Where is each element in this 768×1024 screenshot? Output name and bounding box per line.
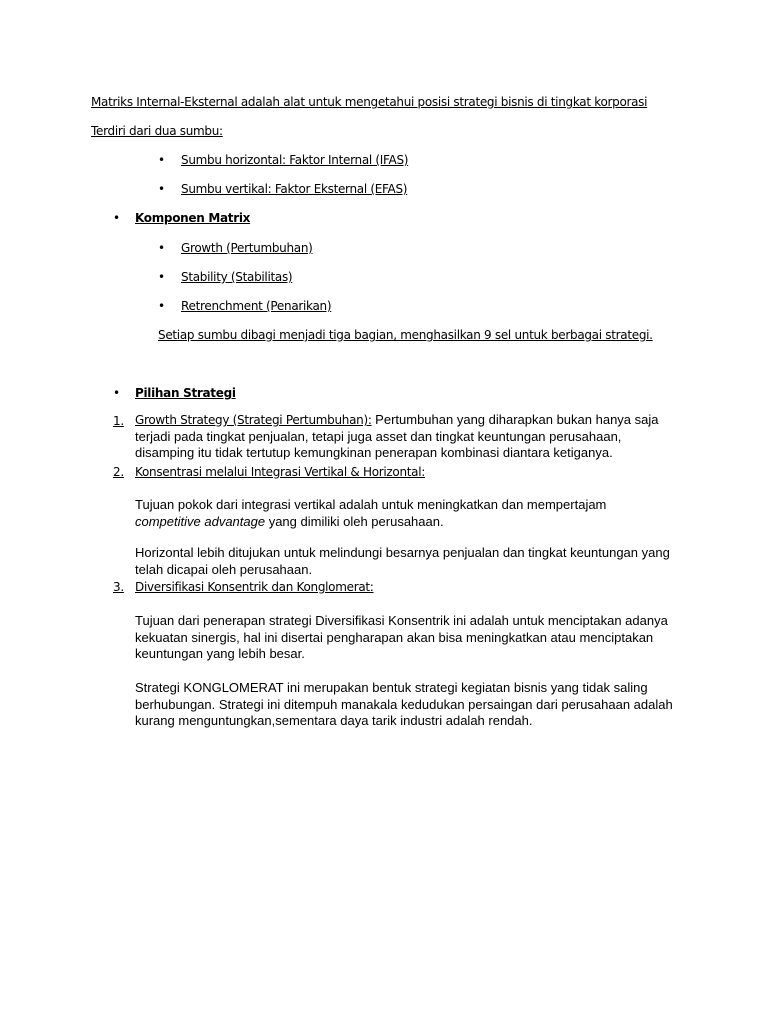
bullet-icon: • xyxy=(158,153,166,167)
strategy-3-para-2: Strategi KONGLOMERAT ini merupakan bentuk strategi kegiatan bisnis yang tidak saling berhubungan. Strategi ini ditempuh manakala kedudukan persaingan dari perusahaan adalah kurang menguntungkan,sementara daya tarik industri adalah rendah. xyxy=(135,680,673,728)
bullet-icon: • xyxy=(158,241,166,255)
strategy-2-para-1-text: Tujuan pokok dari integrasi vertikal adalah untuk meningkatkan dan mempertajam xyxy=(135,497,607,512)
intro-text: Matriks Internal-Eksternal adalah alat untuk mengetahui posisi strategi bisnis di tingkat korporasi xyxy=(91,95,648,109)
components-heading: Komponen Matrix xyxy=(135,211,251,225)
strategy-2-para-1-italic: competitive advantage xyxy=(135,513,266,529)
component-item-stability: Stability (Stabilitas) xyxy=(181,270,293,284)
bullet-icon: • xyxy=(158,270,166,284)
axis-item-horizontal: Sumbu horizontal: Faktor Internal (IFAS) xyxy=(181,153,409,167)
axes-intro-text: Terdiri dari dua sumbu: xyxy=(91,124,223,138)
strategy-2-para-1 xyxy=(135,497,675,530)
strategy-1-block xyxy=(135,412,675,462)
strategy-3-title: Diversifikasi Konsentrik dan Konglomerat: xyxy=(135,580,374,594)
component-item-retrenchment: Retrenchment (Penarikan) xyxy=(181,299,332,313)
strategy-number: 3. xyxy=(113,580,124,594)
strategy-number: 2. xyxy=(113,465,124,479)
strategy-1-title: Growth Strategy (Strategi Pertumbuhan): xyxy=(135,413,372,427)
bullet-icon: • xyxy=(158,182,166,196)
strategy-number: 1. xyxy=(113,414,124,428)
strategy-heading: Pilihan Strategi xyxy=(135,386,236,400)
component-item-growth: Growth (Pertumbuhan) xyxy=(181,241,313,255)
strategy-2-para-1-text-end: yang dimiliki oleh perusahaan. xyxy=(265,513,444,529)
bullet-icon: • xyxy=(113,211,121,225)
axis-item-vertical: Sumbu vertikal: Faktor Eksternal (EFAS) xyxy=(181,182,408,196)
strategy-2-para-2: Horizontal lebih ditujukan untuk melindungi besarnya penjualan dan tingkat keuntungan yang telah dicapai oleh perusahaan. xyxy=(135,545,670,577)
bullet-icon: • xyxy=(113,386,121,400)
strategy-3-para-1: Tujuan dari penerapan strategi Diversifikasi Konsentrik ini adalah untuk menciptakan adanya kekuatan sinergis, hal ini disertai pengharapan akan bisa meningkatkan atau menciptakan keuntungan yang lebih besar. xyxy=(135,613,668,661)
strategy-1-text-rest: terjadi pada tingkat penjualan, tetapi juga asset dan tingkat keuntungan perusahaan, disamping itu tidak tertutup kemungkinan penerapan kombinasi diantara ketiganya. xyxy=(135,428,622,460)
components-note: Setiap sumbu dibagi menjadi tiga bagian, menghasilkan 9 sel untuk berbagai strategi. xyxy=(158,328,653,342)
strategy-2-title: Konsentrasi melalui Integrasi Vertikal & Horizontal: xyxy=(135,465,425,479)
strategy-1-text-first: Pertumbuhan yang diharapkan bukan hanya saja xyxy=(371,412,659,427)
bullet-icon: • xyxy=(158,299,166,313)
